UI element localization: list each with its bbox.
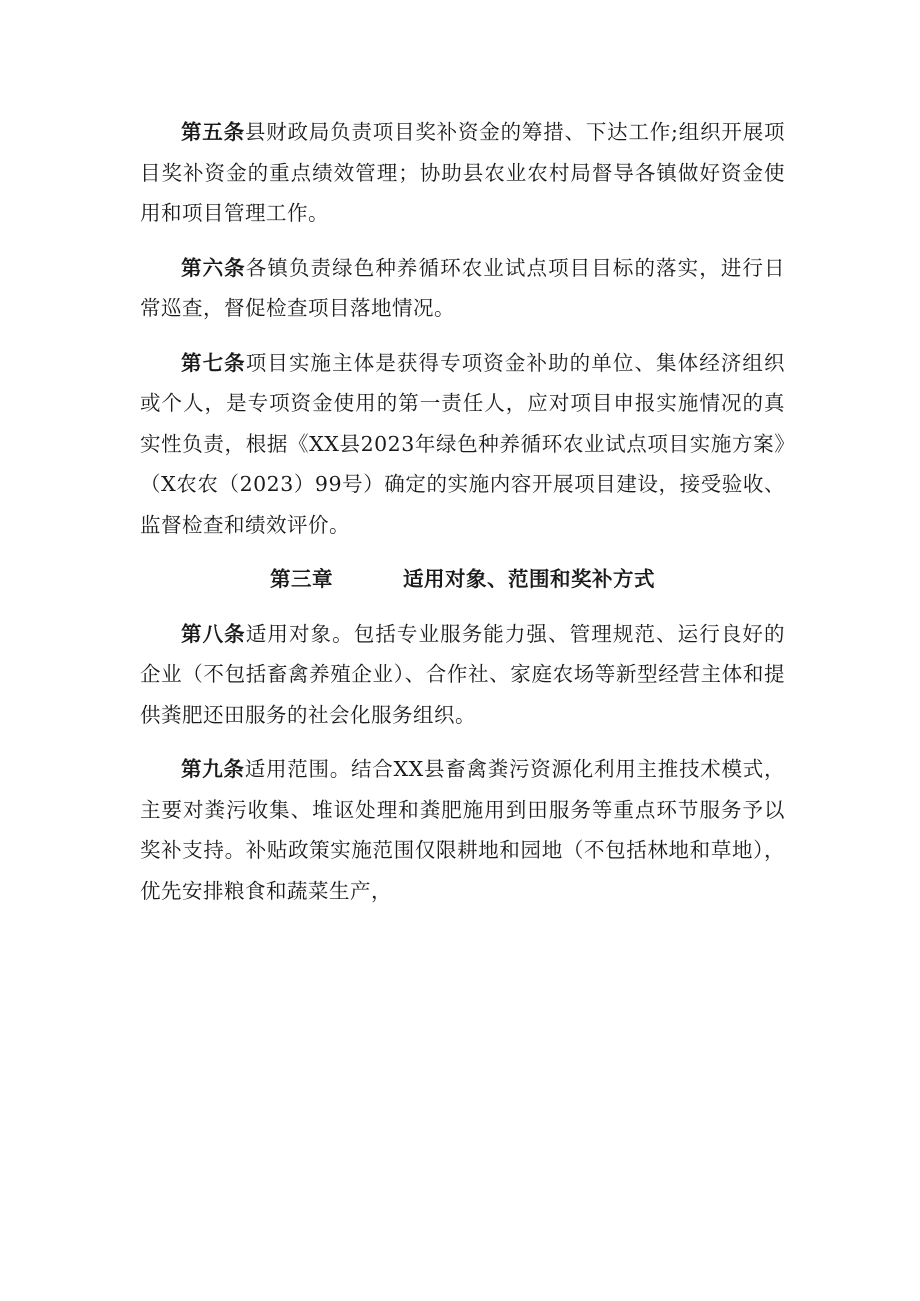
article-label: 第五条 <box>181 120 245 144</box>
article-5 <box>140 112 785 234</box>
article-7 <box>140 343 785 546</box>
article-text: 各镇负责绿色种养循环农业试点项目目标的落实，进行日常巡查，督促检查项目落地情况。 <box>140 255 786 320</box>
chapter-heading <box>140 559 785 600</box>
document-body <box>140 112 785 911</box>
article-6 <box>140 248 785 329</box>
article-text: 适用对象。包括专业服务能力强、管理规范、运行良好的企业（不包括畜禽养殖企业）、合作社、家庭农场等新型经营主体和提供粪肥还田服务的社会化服务组织。 <box>140 621 786 727</box>
article-label: 第八条 <box>181 621 246 646</box>
chapter-title: 适用对象、范围和奖补方式 <box>403 567 655 591</box>
article-text: 适用范围。结合XX县畜禽粪污资源化利用主推技术模式，主要对粪污收集、堆讴处理和粪肥施用到田服务等重点环节服务予以奖补支持。补贴政策实施范围仅限耕地和园地（不包括林地和草地），优先安排粮食和蔬菜生产， <box>140 757 786 903</box>
chapter-number: 第三章 <box>270 567 333 591</box>
article-text: 项目实施主体是获得专项资金补助的单位、集体经济组织或个人，是专项资金使用的第一责任人，应对项目申报实施情况的真实性负责，根据《XX县2023年绿色种养循环农业试点项目实施方案》（X农农（2023）99号）确定的实施内容开展项目建设，接受验收、监督检查和绩效评价。 <box>140 350 786 537</box>
article-label: 第九条 <box>181 757 245 781</box>
article-label: 第七条 <box>181 350 246 375</box>
article-9 <box>140 749 785 911</box>
article-8 <box>140 614 785 736</box>
article-text: 县财政局负责项目奖补资金的筹措、下达工作;组织开展项目奖补资金的重点绩效管理；协助县农业农村局督导各镇做好资金使用和项目管理工作。 <box>140 120 786 225</box>
article-label: 第六条 <box>181 255 246 280</box>
